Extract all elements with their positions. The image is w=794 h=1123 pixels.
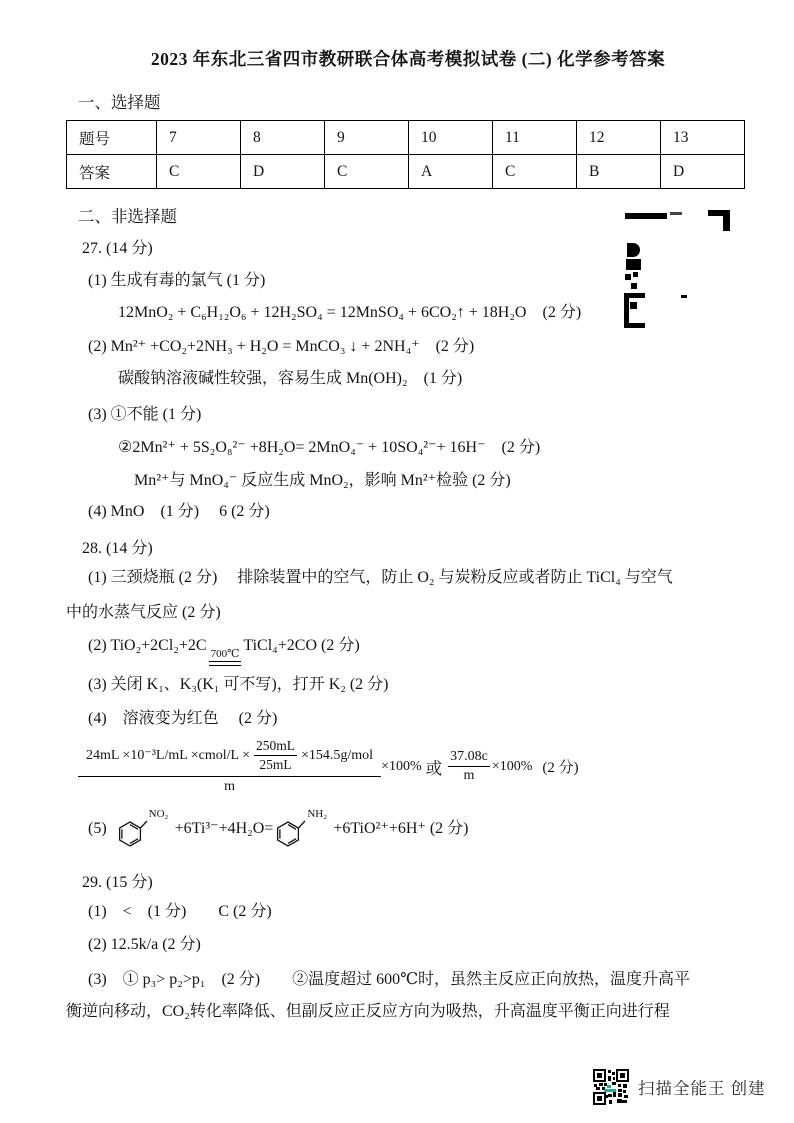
table-cell: 8 <box>241 121 325 155</box>
table-cell: 7 <box>157 121 241 155</box>
inner-denominator: 25mL <box>259 757 292 773</box>
section-1-heading: 一、选择题 <box>78 93 161 112</box>
q28-answer-4: (4) 溶液变为红色 (2 分) <box>88 710 278 728</box>
table-cell: C <box>493 155 577 189</box>
q28-answer-3: (3) 关闭 K₁、K₃(K₁ 可不写)，打开 K₂ (2 分) <box>88 675 389 693</box>
table-cell: 11 <box>493 121 577 155</box>
page-title: 2023 年东北三省四市教研联合体高考模拟试卷 (二) 化学参考答案 <box>150 49 666 69</box>
equation-middle: +6Ti³⁻+4H₂O= <box>174 819 274 837</box>
substituent-label: NH₂ <box>307 808 328 821</box>
reaction-condition <box>209 649 242 666</box>
alt-fraction <box>448 749 490 784</box>
score-label: (2 分) <box>542 760 579 777</box>
table-cell: C <box>325 155 409 189</box>
artifact-dot <box>633 272 638 277</box>
q28-answer-1: (1) 三颈烧瓶 (2 分) 排除装置中的空气，防止 O₂ 与炭粉反应或者防止 TiCl₄ 与空气 <box>88 568 673 586</box>
scan-artifact <box>622 208 734 328</box>
table-cell: D <box>241 155 325 189</box>
q28-answer-2-equation <box>88 636 750 666</box>
equation-left: (2) TiO₂+2Cl₂+2C <box>88 636 207 654</box>
table-cell: 13 <box>661 121 745 155</box>
artifact-dot <box>631 283 637 289</box>
numerator-right: ×154.5g/mol <box>300 747 374 763</box>
numerator-left: 24mL ×10⁻³L/mL ×cmol/L × <box>86 748 250 764</box>
equation-right: +6TiO²⁺+6H⁺ (2 分) <box>333 819 469 837</box>
times-100: ×100% <box>381 758 422 774</box>
benzene-ring-nitro <box>115 808 169 849</box>
inner-numerator: 250mL <box>254 738 297 756</box>
substituent-label: NO₂ <box>148 808 169 821</box>
artifact-dot <box>625 274 631 280</box>
q27-answer-1-equation: 12MnO₂ + C₆H₁₂O₆ + 12H₂SO₄ = 12MnSO₄ + 6CO₂↑ + 18H₂O (2 分) <box>118 303 582 321</box>
artifact-bracket <box>624 293 645 328</box>
table-cell: 10 <box>409 121 493 155</box>
table-header-cell: 答案 <box>67 155 157 189</box>
artifact-blob <box>627 243 640 257</box>
watermark-text: 扫描全能王 创建 <box>638 1079 766 1098</box>
section-2-heading: 二、非选择题 <box>78 207 177 226</box>
q29-answer-3: (3) ① p₃> p₂>p₁ (2 分) ②温度超过 600℃时，虽然主反应正向放热，温度升高平 <box>88 970 690 988</box>
q27-answer-2: (2) Mn²⁺ +CO₂+2NH₃ + H₂O = MnCO₃ ↓ + 2NH₄⁺ (2 分) <box>88 338 475 356</box>
artifact-blob <box>626 259 641 270</box>
artifact-corner-bracket <box>708 210 730 231</box>
q28-answer-4-formula <box>78 738 750 795</box>
table-header-cell: 题号 <box>67 121 157 155</box>
q27-answer-4: (4) MnO (1 分) 6 (2 分) <box>88 503 270 521</box>
fraction-denominator: m <box>224 779 235 795</box>
equals-double-line <box>209 662 242 666</box>
q29-answer-2: (2) 12.5k/a (2 分) <box>88 935 201 953</box>
alt-numerator: 37.08c <box>448 749 490 767</box>
benzene-ring-icon <box>273 815 309 849</box>
big-fraction <box>78 738 381 795</box>
q29-answer-1: (1) < (1 分) C (2 分) <box>88 902 272 920</box>
table-cell: D <box>661 155 745 189</box>
q29-heading: 29. (15 分) <box>82 874 153 892</box>
table-row-question-numbers <box>67 121 745 155</box>
alt-denominator: m <box>463 768 475 784</box>
q28-heading: 28. (14 分) <box>82 540 153 558</box>
qr-code-icon <box>592 1068 630 1106</box>
artifact-dot <box>630 302 637 309</box>
artifact-bar <box>625 213 667 219</box>
answer-table <box>66 120 745 189</box>
inner-fraction <box>254 738 297 773</box>
condition-temperature: 700℃ <box>210 647 240 660</box>
q27-answer-3: (3) ①不能 (1 分) <box>88 405 202 423</box>
benzene-ring-amino <box>273 808 328 849</box>
q27-answer-3-note: Mn²⁺与 MnO₄⁻ 反应生成 MnO₂，影响 Mn²⁺检验 (2 分) <box>134 471 511 489</box>
q27-answer-3-equation: ②2Mn²⁺ + 5S₂O₈²⁻ +8H₂O= 2MnO₄⁻ + 10SO₄²⁻+ 16H⁻ (2 分) <box>118 438 541 456</box>
table-row-answers <box>67 155 745 189</box>
table-cell: 12 <box>577 121 661 155</box>
table-cell: C <box>157 155 241 189</box>
table-cell: 9 <box>325 121 409 155</box>
benzene-ring-icon <box>115 815 151 849</box>
fraction-numerator <box>78 738 381 777</box>
item-number: (5) <box>88 819 107 837</box>
artifact-dash <box>681 295 687 298</box>
equation-right: TiCl₄+2CO (2 分) <box>243 636 360 654</box>
q27-heading: 27. (14 分) <box>82 240 153 257</box>
q27-answer-1: (1) 生成有毒的氯气 (1 分) <box>88 271 266 289</box>
or-word: 或 <box>425 758 443 778</box>
table-cell: A <box>409 155 493 189</box>
q28-answer-1-continued: 中的水蒸气反应 (2 分) <box>66 603 221 621</box>
q28-answer-5-equation <box>88 809 750 849</box>
times-100: ×100% <box>491 758 533 774</box>
table-cell: B <box>577 155 661 189</box>
watermark <box>592 1068 766 1106</box>
q27-answer-2-note: 碳酸钠溶液碱性较强，容易生成 Mn(OH)₂ (1 分) <box>118 370 463 388</box>
q29-answer-3-continued: 衡逆向移动，CO₂转化率降低、但副反应正反应方向为吸热，升高温度平衡正向进行程 <box>66 1003 670 1021</box>
artifact-bar-faint <box>670 212 682 215</box>
